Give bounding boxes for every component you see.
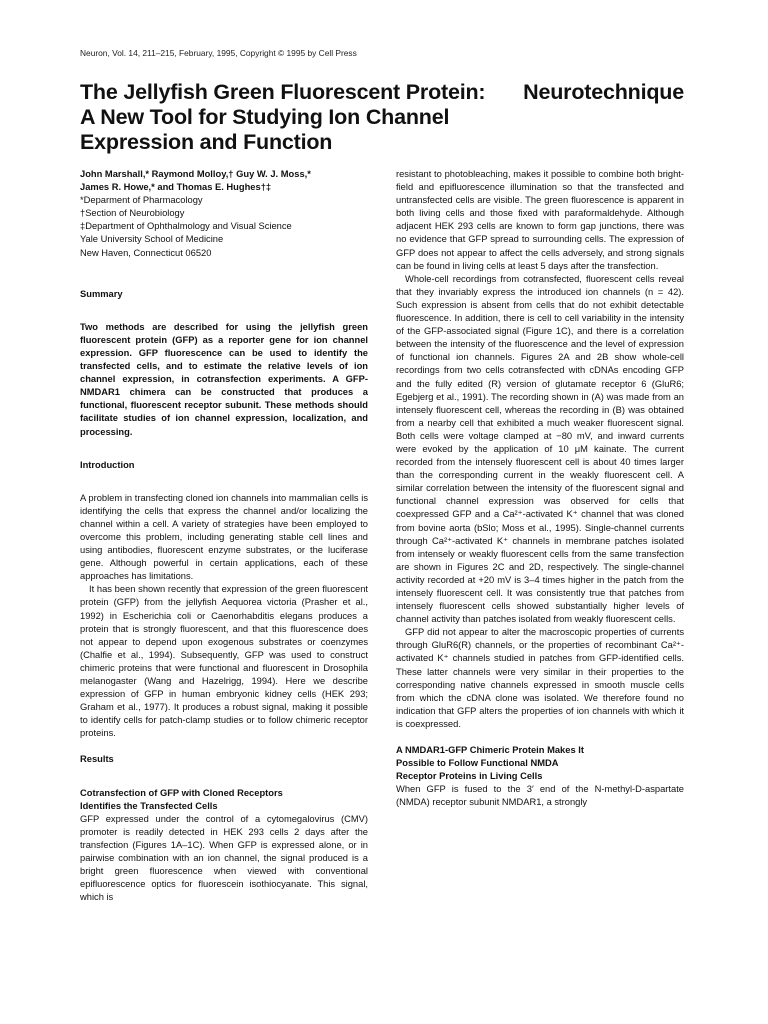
results-heading: Results	[80, 754, 114, 765]
nmdar1-subheading: Receptor Proteins in Living Cells	[396, 771, 543, 782]
nmdar1-subheading: Possible to Follow Functional NMDA	[396, 758, 559, 769]
right-column	[396, 168, 684, 810]
body-paragraph: GFP did not appear to alter the macroscopic properties of currents through GluR6(R) channels, or the properties of recombinant Ca²⁺-activated K⁺ channels studied in patches from GFP-identified cells. These latter channels were very similar in their properties to the corresponding native channels expressed in smooth muscle cells from which the cDNA clone was isolated. We therefore found no indication that GFP alters the properties of ion channels with which it is coexpressed.	[396, 627, 684, 729]
results-subheading: Cotransfection of GFP with Cloned Receptors	[80, 787, 283, 798]
section-label: Neurotechnique	[523, 80, 684, 104]
introduction-paragraph: It has been shown recently that expression of the green fluorescent protein (GFP) from the jellyfish Aequorea victoria (Prasher et al., 1992) in Escherichia coli or Caenorhabditis elegans produces a protein that is strongly fluorescent, and that this fluorescence does not appear to depend upon exogenous substrates or coenzymes (Chalfie et al., 1994). Subsequently, GFP was used to construct chimeric proteins that were functional and fluorescent in Drosophila melanogaster (Wang and Hazelrigg, 1994). Here we describe expression of GFP in human embryonic kidney cells (HEK 293; Graham et al., 1977). It produces a robust signal, making it possible to identify cells for patch-clamp studies or to follow chimeric receptor proteins.	[80, 584, 368, 739]
summary-text: Two methods are described for using the jellyfish green fluorescent protein (GFP) as a reporter gene for ion channel expression. GFP fluorescence can be used to identify the transfected cells, and to estimate the relative levels of ion channel expression, in cotransfection experiments. A GFP-NMDAR1 chimera can be constructed that produces a functional, fluorescent receptor subunit. These methods should facilitate studies of ion channel expression, localization, and processing.	[80, 321, 368, 437]
introduction-paragraph: A problem in transfecting cloned ion channels into mammalian cells is identifying the cells that express the channel and/or localizing the channel within a cell. A variety of strategies have been employed to overcome this problem, including generating stable cell lines and using antibodies, fluorescent enzyme substrates, or the luciferase gene. Although powerful in certain applications, each of these approaches has limitations.	[80, 492, 368, 582]
nmdar1-subheading: A NMDAR1-GFP Chimeric Protein Makes It	[396, 745, 584, 756]
journal-citation: Neuron, Vol. 14, 211–215, February, 1995, Copyright © 1995 by Cell Press	[80, 48, 357, 58]
results-subheading: Identifies the Transfected Cells	[80, 800, 218, 811]
authors-line: John Marshall,* Raymond Molloy,† Guy W. J. Moss,*	[80, 169, 311, 179]
body-paragraph: resistant to photobleaching, makes it possible to combine both bright-field and epifluorescence illumination so that the transfected and untransfected cells are visible. The green fluorescence is apparent in both living cells and those fixed with paraformaldehyde. Although adjacent HEK 293 cells are known to form gap junctions, there was no evidence that GFP spread to surrounding cells. The expression of GFP does not appear to affect the cells adversely, and strong signals can be found in living cells at least 5 days after the transfection.	[396, 169, 684, 271]
left-column	[80, 168, 368, 904]
body-paragraph: Whole-cell recordings from cotransfected, fluorescent cells reveal that they invariably express the introduced ion channels (n = 42). Such expression is absent from cells that do not exhibit detectable fluorescence. In addition, there is cell to cell variability in the intensity of the GFP-associated signal (Figure 1C), and there is a correlation between the intensity of the fluorescence and the level of expression of functional ion channels. Figures 2A and 2B show whole-cell recordings from two cells cotransfected with cDNAs encoding GFP and the fully edited (R) version of glutamate receptor 6 (GluR6; Egebjerg et al., 1991). The recording shown in (A) was made from an intensely fluorescent cell, whereas the recording in (B) was obtained from a nearby cell that exhibited a much weaker fluorescent signal. Both cells were voltage clamped at −80 mV, and inward currents were evoked by the application of 10 μM kainate. The current recorded from the intensely fluorescent cell is about 40 times larger than the corresponding current in the weakly fluorescent cell. A similar correlation between the intensity of the fluorescent signal and functional channel expression was observed for cells that coexpressed GFP and a Ca²⁺-activated K⁺ channel that was cloned from bovine aorta (bSlo; Moss et al., 1995). Single-channel currents through Ca²⁺-activated K⁺ channels in membrane patches isolated from intensely or weakly fluorescent cells from the same transfection are shown in Figures 2C and 2D, respectively. The single-channel activity recorded at +20 mV is 3–4 times higher in the patch from the intensely fluorescent cell. It was consistently true that patches from intensely fluorescent cells showed substantially higher levels of channel activity than patches isolated from weakly fluorescent cells.	[396, 273, 684, 625]
affiliation: Yale University School of Medicine	[80, 234, 224, 245]
body-paragraph: When GFP is fused to the 3′ end of the N-methyl-D-aspartate (NMDA) receptor subunit NMDAR1, a strongly	[396, 784, 684, 808]
affiliation: *Deparment of Pharmacology	[80, 195, 203, 206]
paper-title: The Jellyfish Green Fluorescent Protein: A New Tool for Studying Ion Channel Expression and Function	[80, 80, 486, 154]
affiliation: ‡Department of Ophthalmology and Visual Science	[80, 221, 292, 232]
affiliation: †Section of Neurobiology	[80, 208, 185, 219]
affiliation: New Haven, Connecticut 06520	[80, 247, 212, 258]
summary-heading: Summary	[80, 288, 123, 299]
authors-line: James R. Howe,* and Thomas E. Hughes†‡	[80, 182, 272, 193]
introduction-heading: Introduction	[80, 459, 135, 470]
results-paragraph: GFP expressed under the control of a cytomegalovirus (CMV) promoter is readily detected in HEK 293 cells 2 days after the transfection (Figures 1A–1C). When GFP is expressed alone, or in pairwise combination with an ion channel, the signal produced is a bright green fluorescence when viewed with conventional epifluorescence optics for fluorescein isothiocyanate. This signal, which is	[80, 813, 368, 903]
